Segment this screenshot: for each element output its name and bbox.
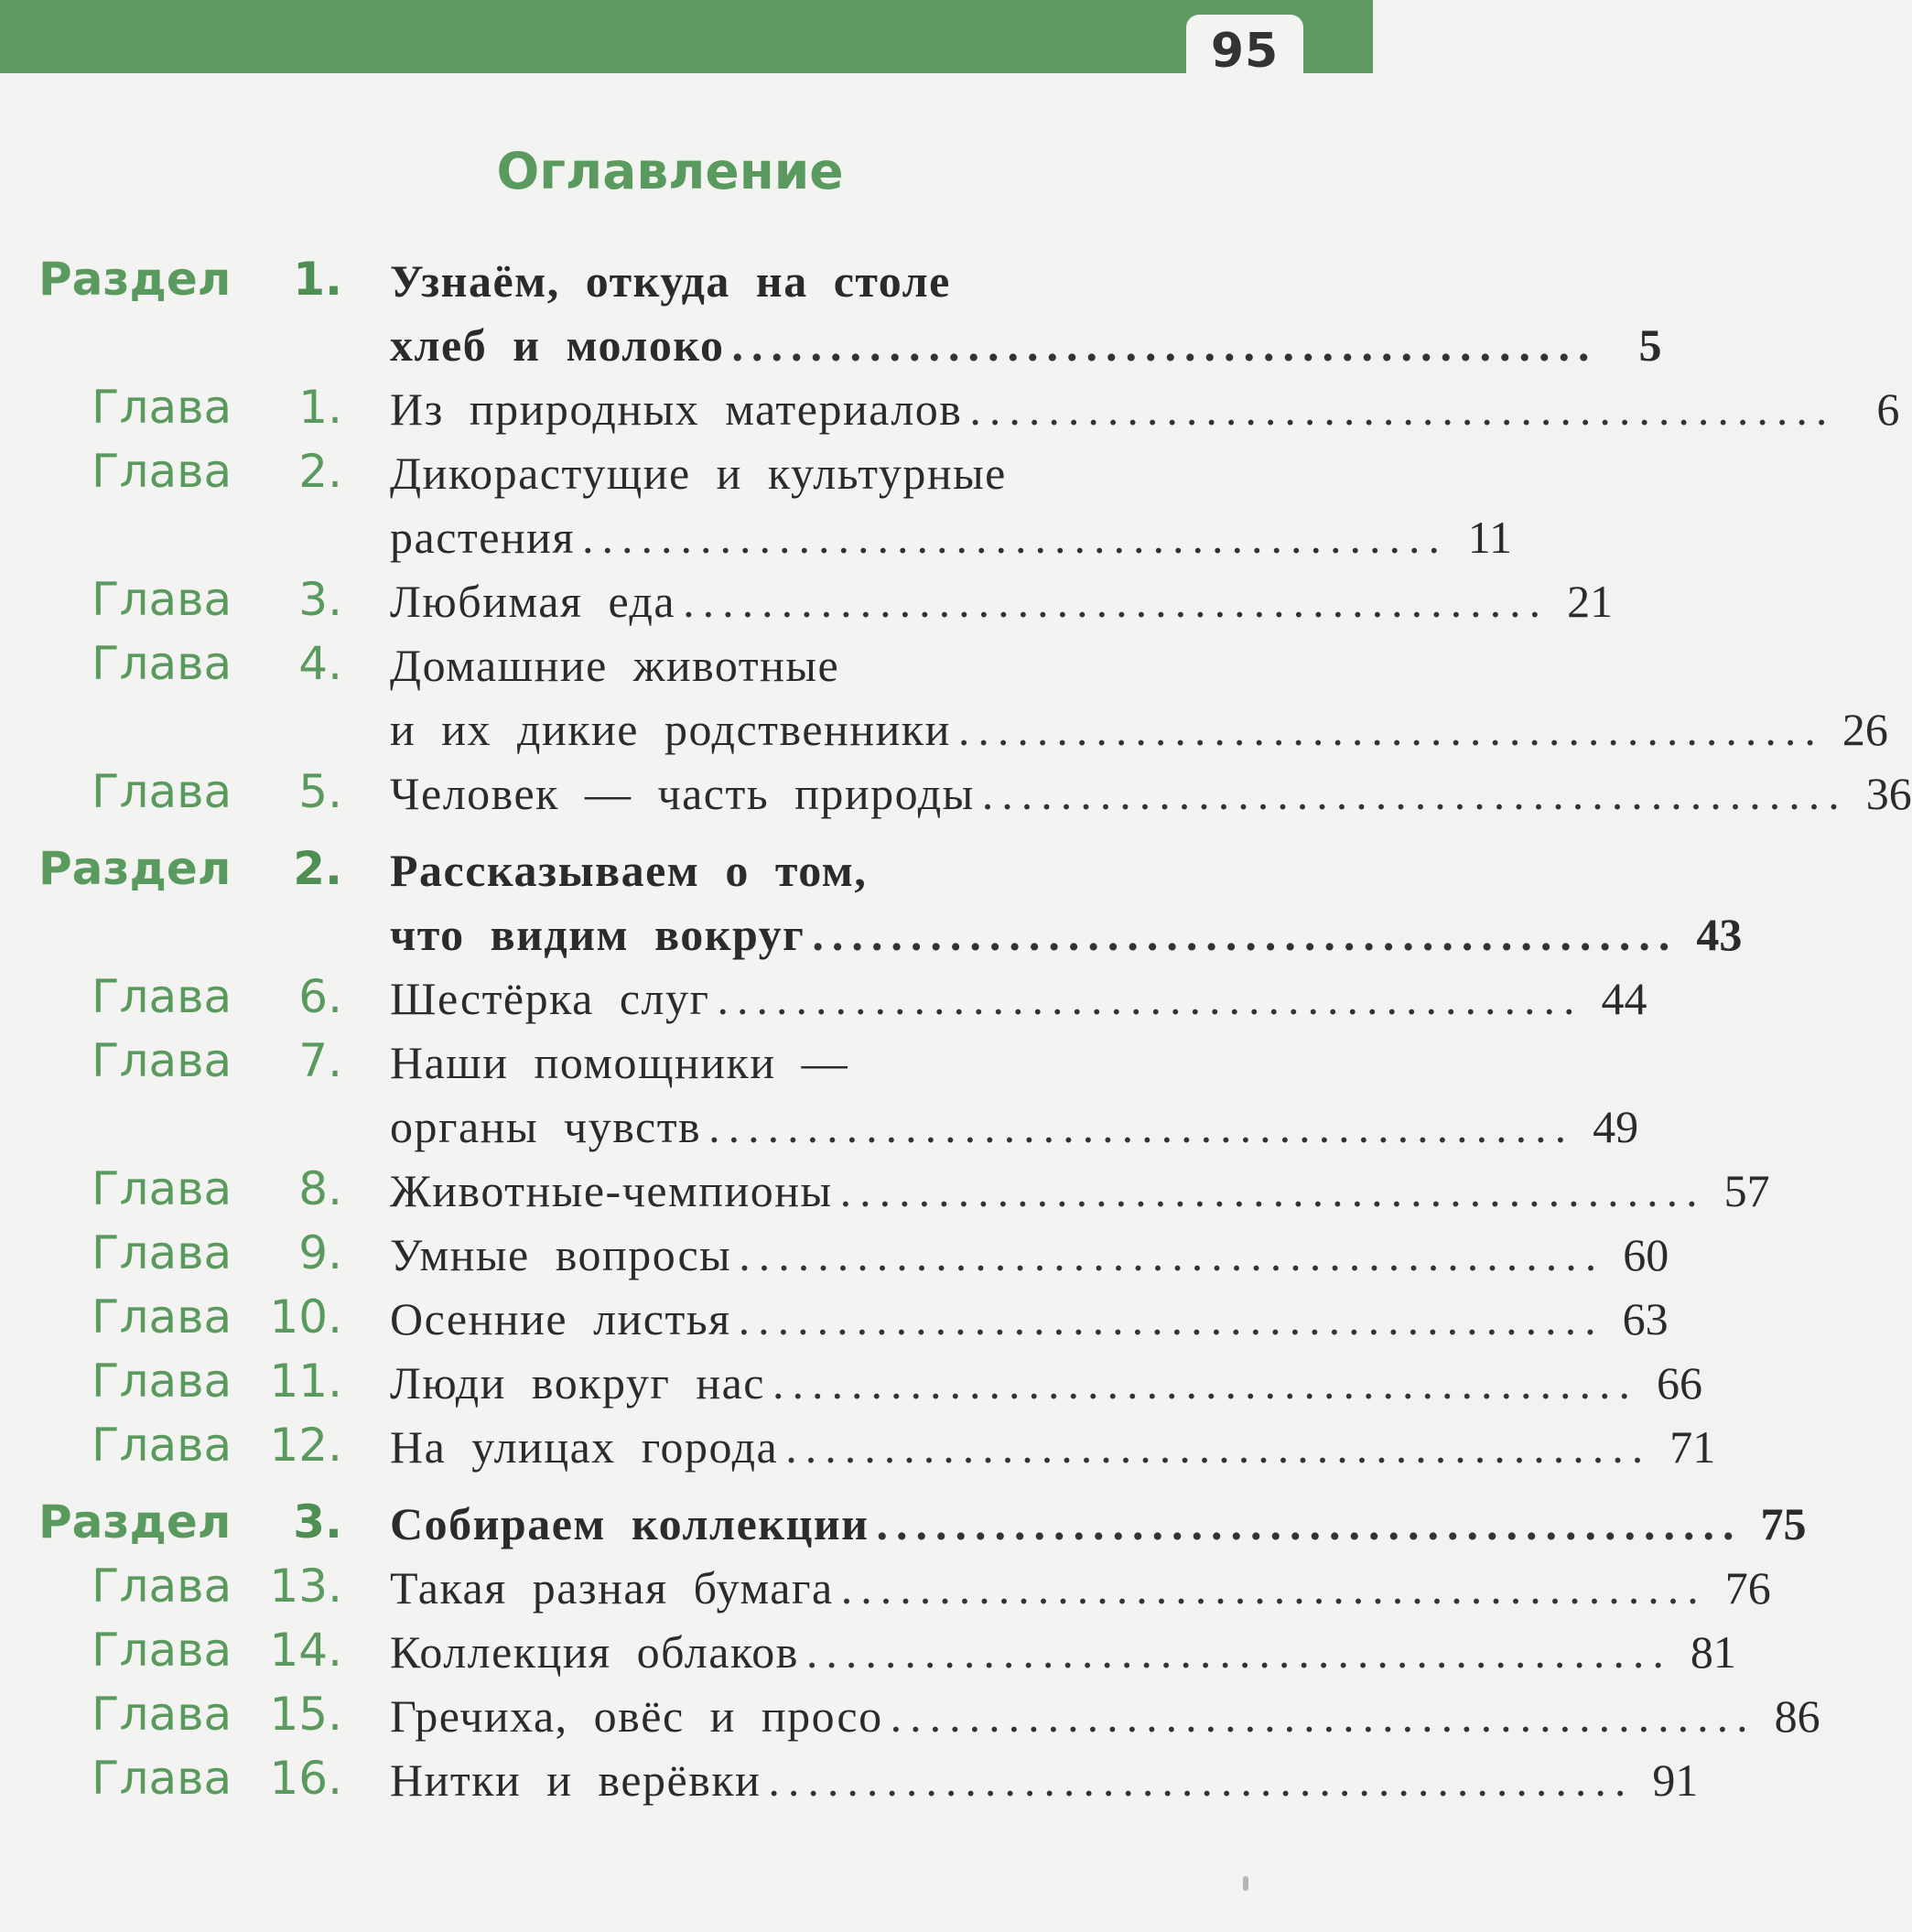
page-reference: 5 — [1638, 319, 1662, 371]
title-text: что видим вокруг — [390, 909, 805, 960]
page-reference: 26 — [1842, 704, 1888, 755]
title-text: Такая разная бумага — [390, 1562, 834, 1614]
dot-leader: ............................................ — [581, 512, 1448, 563]
chapter-number: 4. — [298, 637, 342, 690]
title-line — [390, 1159, 1770, 1223]
section-label: Раздел — [38, 253, 232, 306]
toc-chapter-entry — [0, 441, 1512, 569]
title-line — [390, 1748, 1699, 1812]
section-number: 3. — [293, 1495, 342, 1549]
entry-label — [0, 1031, 348, 1095]
title-line — [390, 441, 1303, 505]
title-line — [390, 569, 1614, 633]
title-text: Человек — часть природы — [390, 768, 975, 819]
chapter-label: Глава — [92, 1034, 232, 1087]
entry-label — [0, 1351, 348, 1415]
entry-title — [390, 1556, 1771, 1620]
entry-label — [0, 1684, 348, 1748]
chapter-number: 15. — [269, 1688, 342, 1741]
title-text: органы чувств — [390, 1101, 702, 1152]
title-text: Наши помощники — — [390, 1037, 849, 1088]
chapter-label: Глава — [92, 1162, 232, 1215]
title-line — [390, 1223, 1669, 1287]
entry-title — [390, 569, 1614, 633]
title-line — [390, 1287, 1669, 1351]
header-band — [0, 0, 1373, 73]
entry-title — [390, 633, 1888, 761]
page-reference: 81 — [1690, 1626, 1736, 1678]
toc-chapter-entry — [0, 1223, 1669, 1287]
entry-label — [0, 966, 348, 1031]
entry-label — [0, 761, 348, 826]
toc-chapter-entry — [0, 1748, 1699, 1812]
page-reference: 66 — [1656, 1357, 1702, 1409]
chapter-number: 6. — [298, 970, 342, 1023]
page-reference: 71 — [1669, 1421, 1716, 1473]
chapter-label: Глава — [92, 1560, 232, 1613]
toc-chapter-entry — [0, 1556, 1771, 1620]
title-text: растения — [390, 512, 575, 563]
entry-title — [390, 377, 1900, 441]
entry-title — [390, 249, 1662, 377]
title-line — [390, 761, 1912, 826]
page-title: Оглавление — [496, 142, 844, 200]
toc-chapter-entry — [0, 377, 1900, 441]
section-label: Раздел — [38, 842, 232, 895]
chapter-label: Глава — [92, 765, 232, 818]
title-text: Люди вокруг нас — [390, 1357, 765, 1409]
entry-label — [0, 1159, 348, 1223]
chapter-label: Глава — [92, 573, 232, 626]
chapter-number: 8. — [298, 1162, 342, 1215]
title-text: Коллекция облаков — [390, 1626, 799, 1678]
page-reference: 11 — [1467, 512, 1512, 563]
chapter-number: 16. — [269, 1752, 342, 1805]
chapter-label: Глава — [92, 970, 232, 1023]
toc-chapter-entry — [0, 1351, 1702, 1415]
entry-label — [0, 1620, 348, 1684]
page-reference: 57 — [1723, 1165, 1770, 1216]
title-text: Из природных материалов — [390, 383, 963, 435]
toc-chapter-entry — [0, 1684, 1820, 1748]
scan-mark — [1243, 1876, 1248, 1891]
chapter-number: 2. — [298, 445, 342, 498]
title-line — [390, 1095, 1639, 1159]
dot-leader: ............................................ — [981, 768, 1848, 819]
entry-label — [0, 633, 348, 697]
page-reference: 44 — [1601, 973, 1647, 1024]
dot-leader: ............................................ — [890, 1690, 1756, 1742]
title-line — [390, 1620, 1736, 1684]
title-text: Любимая еда — [390, 576, 676, 627]
section-number: 2. — [293, 842, 342, 895]
entry-label — [0, 377, 348, 441]
dot-leader: ............................................ — [812, 909, 1679, 960]
title-text: Гречиха, овёс и просо — [390, 1690, 883, 1742]
title-line — [390, 505, 1512, 569]
page-reference: 86 — [1774, 1690, 1820, 1742]
title-line — [390, 249, 1303, 313]
chapter-number: 9. — [298, 1226, 342, 1279]
dot-leader: ............................................ — [738, 1293, 1604, 1344]
toc-chapter-entry — [0, 633, 1888, 761]
title-line — [390, 697, 1888, 761]
entry-title — [390, 1415, 1716, 1479]
title-text: Шестёрка слуг — [390, 973, 710, 1024]
dot-leader: ............................................ — [739, 1229, 1605, 1280]
entry-title — [390, 1031, 1639, 1159]
chapter-label: Глава — [92, 445, 232, 498]
title-line — [390, 633, 1303, 697]
dot-leader: ............................................ — [683, 576, 1550, 627]
chapter-number: 5. — [298, 765, 342, 818]
title-line — [390, 313, 1662, 377]
dot-leader: ............................................ — [785, 1421, 1652, 1473]
title-line — [390, 377, 1900, 441]
dot-leader: ............................................ — [768, 1754, 1635, 1806]
chapter-label: Глава — [92, 1419, 232, 1472]
chapter-label: Глава — [92, 1226, 232, 1279]
title-text: хлеб и молоко — [390, 319, 725, 371]
dot-leader: ............................................ — [969, 383, 1836, 435]
dot-leader: ............................................ — [717, 973, 1583, 1024]
page-reference: 6 — [1876, 383, 1900, 435]
dot-leader: ............................................ — [731, 319, 1598, 371]
dot-leader: ............................................ — [839, 1165, 1706, 1216]
entry-label — [0, 1748, 348, 1812]
title-text: Рассказываем о том, — [390, 845, 868, 896]
page-reference: 91 — [1652, 1754, 1699, 1806]
toc-chapter-entry — [0, 761, 1912, 826]
toc-chapter-entry — [0, 1415, 1716, 1479]
chapter-number: 11. — [269, 1355, 342, 1408]
entry-title — [390, 1492, 1807, 1556]
dot-leader: ............................................ — [772, 1357, 1638, 1409]
section-label: Раздел — [38, 1495, 232, 1549]
chapter-label: Глава — [92, 1688, 232, 1741]
chapter-label: Глава — [92, 637, 232, 690]
entry-title — [390, 761, 1912, 826]
entry-title — [390, 966, 1647, 1031]
title-text: Животные-чемпионы — [390, 1165, 833, 1216]
title-line — [390, 838, 1303, 902]
toc-chapter-entry — [0, 1620, 1736, 1684]
dot-leader: ............................................ — [708, 1101, 1575, 1152]
chapter-label: Глава — [92, 381, 232, 434]
chapter-label: Глава — [92, 1752, 232, 1805]
entry-title — [390, 1351, 1702, 1415]
toc-section-entry — [0, 249, 1662, 377]
title-text: Домашние животные — [390, 640, 840, 691]
title-text: Нитки и верёвки — [390, 1754, 762, 1806]
title-line — [390, 966, 1647, 1031]
entry-title — [390, 1159, 1770, 1223]
chapter-label: Глава — [92, 1355, 232, 1408]
chapter-number: 12. — [269, 1419, 342, 1472]
entry-title — [390, 1620, 1736, 1684]
title-text: Умные вопросы — [390, 1229, 732, 1280]
title-text: На улицах города — [390, 1421, 779, 1473]
page-reference: 76 — [1724, 1562, 1771, 1614]
title-line — [390, 1684, 1820, 1748]
chapter-label: Глава — [92, 1624, 232, 1677]
title-line — [390, 1556, 1771, 1620]
entry-label — [0, 569, 348, 633]
toc-chapter-entry — [0, 569, 1614, 633]
entry-title — [390, 1287, 1669, 1351]
dot-leader: ............................................ — [957, 704, 1824, 755]
chapter-number: 13. — [269, 1560, 342, 1613]
title-text: Осенние листья — [390, 1293, 731, 1344]
entry-label — [0, 838, 348, 902]
title-text: Дикорастущие и культурные — [390, 448, 1007, 499]
toc-chapter-entry — [0, 1287, 1669, 1351]
entry-label — [0, 1287, 348, 1351]
title-text: и их дикие родственники — [390, 704, 951, 755]
page-reference: 21 — [1567, 576, 1614, 627]
entry-title — [390, 1684, 1820, 1748]
entry-title — [390, 838, 1743, 966]
toc-section-entry — [0, 1492, 1807, 1556]
entry-label — [0, 1492, 348, 1556]
entry-label — [0, 441, 348, 505]
dot-leader: ............................................ — [840, 1562, 1707, 1614]
chapter-number: 1. — [298, 381, 342, 434]
title-text: Собираем коллекции — [390, 1498, 870, 1549]
toc-chapter-entry — [0, 966, 1647, 1031]
chapter-number: 3. — [298, 573, 342, 626]
entry-title — [390, 1748, 1699, 1812]
page-reference: 75 — [1760, 1498, 1807, 1549]
title-line — [390, 1031, 1303, 1095]
dot-leader: ............................................ — [876, 1498, 1743, 1549]
title-line — [390, 1351, 1702, 1415]
chapter-label: Глава — [92, 1290, 232, 1344]
chapter-number: 14. — [269, 1624, 342, 1677]
chapter-number: 7. — [298, 1034, 342, 1087]
entry-title — [390, 1223, 1669, 1287]
dot-leader: ............................................ — [805, 1626, 1672, 1678]
page-reference: 49 — [1593, 1101, 1639, 1152]
title-line — [390, 1492, 1807, 1556]
entry-label — [0, 249, 348, 313]
chapter-number: 10. — [269, 1290, 342, 1344]
entry-label — [0, 1415, 348, 1479]
entry-label — [0, 1556, 348, 1620]
title-line — [390, 902, 1743, 966]
page-reference: 63 — [1622, 1293, 1669, 1344]
title-text: Узнаём, откуда на столе — [390, 255, 951, 307]
toc-chapter-entry — [0, 1031, 1639, 1159]
entry-title — [390, 441, 1512, 569]
section-number: 1. — [293, 253, 342, 306]
toc-section-entry — [0, 838, 1743, 966]
toc-chapter-entry — [0, 1159, 1770, 1223]
entry-label — [0, 1223, 348, 1287]
page-reference: 60 — [1623, 1229, 1669, 1280]
page-reference: 43 — [1696, 909, 1743, 960]
title-line — [390, 1415, 1716, 1479]
page-reference: 36 — [1865, 768, 1912, 819]
page-number: 95 — [1210, 24, 1280, 79]
table-of-contents — [0, 249, 1912, 1812]
